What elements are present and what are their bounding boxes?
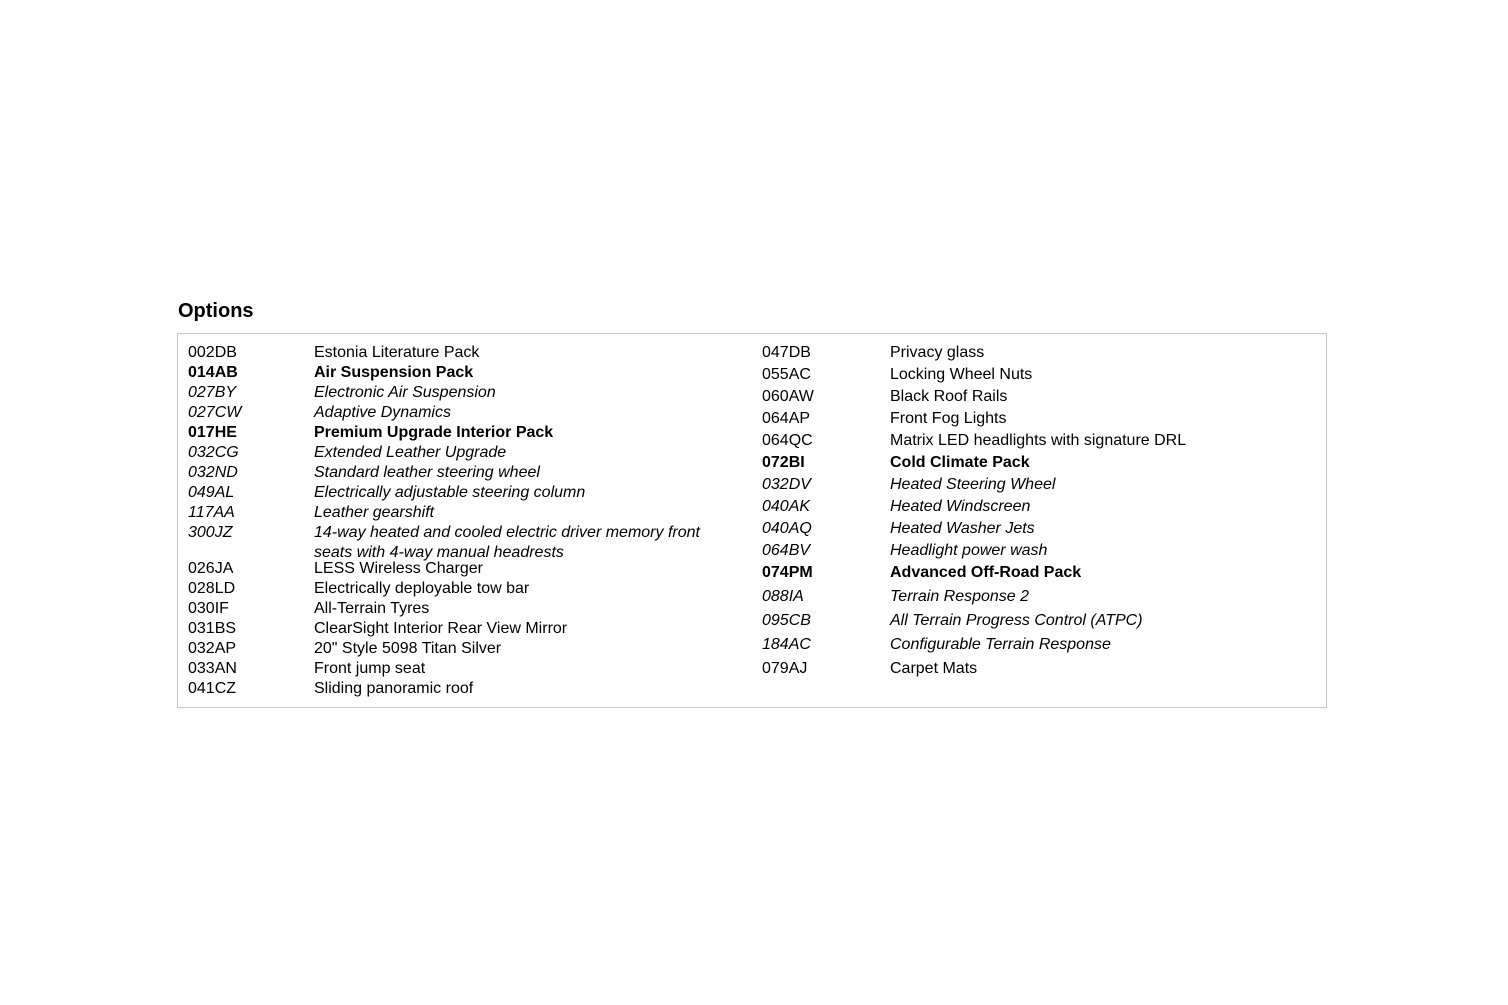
option-code: 030IF: [188, 600, 229, 617]
option-description: Cold Climate Pack: [890, 454, 1030, 471]
option-description: All Terrain Progress Control (ATPC): [890, 612, 1143, 629]
option-code: 027CW: [188, 404, 242, 421]
option-code: 017HE: [188, 424, 237, 441]
option-code: 047DB: [762, 344, 811, 361]
option-description: Heated Steering Wheel: [890, 476, 1056, 493]
option-code: 027BY: [188, 384, 237, 401]
option-description: Premium Upgrade Interior Pack: [314, 424, 554, 441]
page-title: Options: [178, 300, 254, 322]
option-description: Standard leather steering wheel: [314, 464, 540, 481]
options-table: [177, 333, 1327, 708]
option-description: Sliding panoramic roof: [314, 680, 474, 697]
option-description: LESS Wireless Charger: [314, 560, 483, 577]
option-code: 074PM: [762, 564, 813, 581]
option-code: 026JA: [188, 560, 234, 577]
option-code: 095CB: [762, 612, 811, 629]
option-code: 032CG: [188, 444, 239, 461]
option-description: Privacy glass: [890, 344, 985, 361]
option-description: 20" Style 5098 Titan Silver: [314, 640, 502, 657]
option-description: Configurable Terrain Response: [890, 636, 1111, 653]
option-code: 032ND: [188, 464, 238, 481]
option-description: Extended Leather Upgrade: [314, 444, 507, 461]
option-description: Front jump seat: [314, 660, 426, 677]
option-description: Locking Wheel Nuts: [890, 366, 1033, 383]
option-description: Leather gearshift: [314, 504, 435, 521]
option-code: 033AN: [188, 660, 237, 677]
option-description: Front Fog Lights: [890, 410, 1007, 427]
option-code: 088IA: [762, 588, 804, 605]
option-description: Carpet Mats: [890, 660, 978, 677]
option-description: Advanced Off-Road Pack: [890, 564, 1082, 581]
option-description: Electrically deployable tow bar: [314, 580, 530, 597]
option-description: Heated Washer Jets: [890, 520, 1035, 537]
option-description: Electronic Air Suspension: [314, 384, 496, 401]
option-code: 049AL: [188, 484, 235, 501]
option-code: 014AB: [188, 364, 238, 381]
option-code: 002DB: [188, 344, 237, 361]
option-code: 064BV: [762, 542, 811, 559]
option-description: Terrain Response 2: [890, 588, 1030, 605]
option-code: 300JZ: [188, 524, 233, 541]
option-code: 032AP: [188, 640, 237, 657]
option-description: Adaptive Dynamics: [314, 404, 451, 421]
option-code: 040AK: [762, 498, 811, 515]
option-code: 055AC: [762, 366, 811, 383]
option-description: Air Suspension Pack: [314, 364, 474, 381]
option-description: Estonia Literature Pack: [314, 344, 480, 361]
option-code: 079AJ: [762, 660, 808, 677]
option-code: 072BI: [762, 454, 805, 471]
option-code: 064QC: [762, 432, 813, 449]
option-code: 028LD: [188, 580, 236, 597]
option-code: 064AP: [762, 410, 811, 427]
option-code: 032DV: [762, 476, 811, 493]
option-code: 184AC: [762, 636, 811, 653]
option-code: 041CZ: [188, 680, 237, 697]
option-description: Electrically adjustable steering column: [314, 484, 586, 501]
option-code: 060AW: [762, 388, 814, 405]
option-description: Heated Windscreen: [890, 498, 1031, 515]
option-code: 117AA: [188, 504, 235, 521]
option-description: ClearSight Interior Rear View Mirror: [314, 620, 568, 637]
option-description: Matrix LED headlights with signature DRL: [890, 432, 1187, 449]
option-description: Headlight power wash: [890, 542, 1048, 559]
option-code: 040AQ: [762, 520, 812, 537]
option-code: 031BS: [188, 620, 237, 637]
option-description: 14-way heated and cooled electric driver memory front seats with 4-way manual headrests: [314, 524, 700, 561]
option-description: All-Terrain Tyres: [314, 600, 430, 617]
option-description: Black Roof Rails: [890, 388, 1008, 405]
